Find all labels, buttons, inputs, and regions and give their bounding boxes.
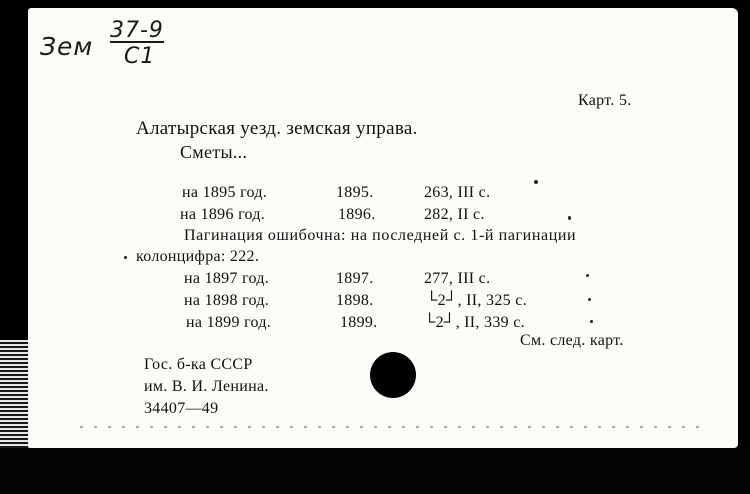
see-next-card: См. след. карт. bbox=[520, 332, 624, 349]
ink-speck bbox=[568, 216, 571, 220]
ink-speck bbox=[588, 298, 591, 301]
library-line-3: 34407—49 bbox=[144, 400, 219, 417]
entry-year: 1897. bbox=[336, 270, 374, 287]
entry-year: 1895. bbox=[336, 184, 374, 201]
handwritten-prefix: Зем bbox=[40, 32, 94, 61]
ink-speck bbox=[590, 320, 593, 323]
scan-noise-line bbox=[80, 426, 710, 428]
ink-speck bbox=[534, 180, 538, 184]
entry-pages: 263, III с. bbox=[424, 184, 491, 201]
library-line-2: им. В. И. Ленина. bbox=[144, 378, 269, 395]
entry-pages: └2┘, II, 325 с. bbox=[426, 292, 527, 309]
entry-pages: └2┘, II, 339 с. bbox=[424, 314, 525, 331]
scan-bottom-margin bbox=[0, 448, 750, 494]
entry-year: 1896. bbox=[338, 206, 376, 223]
ink-speck bbox=[124, 256, 127, 259]
entry-label: на 1897 год. bbox=[184, 270, 270, 287]
note-line-2: колонцифра: 222. bbox=[136, 248, 260, 265]
entry-year: 1898. bbox=[336, 292, 374, 309]
handwritten-code-bottom: С1 bbox=[124, 44, 156, 69]
card-subtitle: Сметы... bbox=[180, 142, 248, 162]
ink-speck bbox=[586, 274, 589, 277]
entry-label: на 1899 год. bbox=[186, 314, 272, 331]
card-punch-hole bbox=[370, 352, 416, 398]
library-line-1: Гос. б-ка СССР bbox=[144, 356, 253, 373]
handwritten-code-top: 37-9 bbox=[110, 18, 164, 43]
entry-label: на 1898 год. bbox=[184, 292, 270, 309]
note-line-1: Пагинация ошибочна: на последней с. 1-й пагинации bbox=[184, 227, 577, 244]
entry-label: на 1896 год. bbox=[180, 206, 266, 223]
entry-label: на 1895 год. bbox=[182, 184, 268, 201]
entry-pages: 277, III с. bbox=[424, 270, 491, 287]
entry-year: 1899. bbox=[340, 314, 378, 331]
card-title: Алатырская уезд. земская управа. bbox=[136, 118, 418, 139]
entry-pages: 282, II с. bbox=[424, 206, 485, 223]
card-number: Карт. 5. bbox=[578, 92, 632, 109]
